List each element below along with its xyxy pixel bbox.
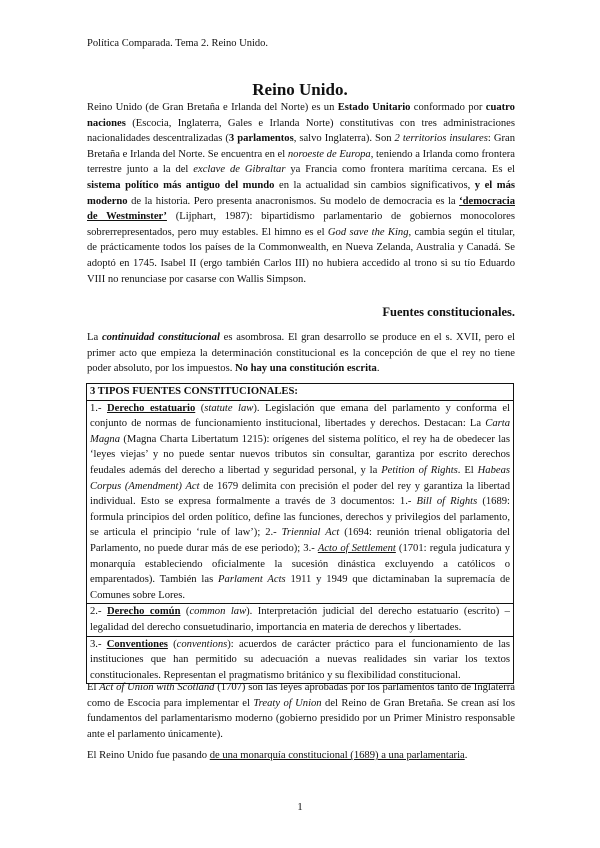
intro-text: conformado por <box>410 102 486 113</box>
intro-paragraph <box>87 100 515 287</box>
continuity-paragraph <box>87 330 515 377</box>
intro-italic: 2 territorios insulares <box>394 133 488 145</box>
transition-underlined: de una monarquía constitucional (1689) a una parlamentaria <box>209 750 465 761</box>
common-text: ). Interpretación judicial del derecho estatuario (escrito) – legalidad del derecho consuetudinario, importancia en materia de derechos y libertades. <box>90 606 510 633</box>
petition-of-rights: Petition of Rights <box>381 464 458 476</box>
intro-text: : Gran Bretaña e Irlanda del Norte. Se encuentra en el <box>87 133 515 160</box>
item-number: 1.- <box>90 402 107 414</box>
intro-text: , salvo Inglaterra). Son <box>293 133 395 145</box>
intro-text: ya Francia como frontera marítima cercana. Es el <box>285 164 516 176</box>
transition-text: . <box>464 750 468 761</box>
statute-text: (Magna Charta Libertatum 1215): orígenes del sistema político, el rey ha de obedecer las ‘leyes viejas’ y no puede sentar nuevos tributos sin consultar, garantiza por escrito derechos feudales además del derecho a libertad y seguridad personal, y la <box>90 433 510 476</box>
statute-text: 1911 y 1949 que dictaminaban la supremacía de Comunes sobre Lores. <box>90 574 510 601</box>
intro-italic: God save the King <box>327 226 409 238</box>
statute-text: ). Legislación que emana del parlamento y conforma el conjunto de normas de funcionamiento institucional, libertades y derechos. Destacan: La <box>90 402 510 430</box>
act-of-settlement: Acto of Settlement <box>317 542 396 554</box>
bill-of-rights: Bill of Rights <box>416 496 478 508</box>
statute-law-cell <box>87 401 513 605</box>
statute-text: de 1679 delimita con precisión el poder del rey y garantiza la libertad individual. Esto se expresa formalmente a través de 3 documentos: 1.- <box>90 480 510 508</box>
intro-text: en la actualidad sin cambios significativos, <box>274 179 475 191</box>
no-written-constitution: No hay una constitución escrita <box>235 363 377 375</box>
continuity-text: . <box>376 363 380 375</box>
conventions-term: Conventiones <box>106 638 168 650</box>
union-text: El <box>87 682 100 693</box>
union-text: del Reino de Gran Bretaña. Se crean así los fundamentos del parlamentarismo moderno (gobierno presidido por un Primer Ministro responsable ante el parlamento únicamente). <box>87 697 515 740</box>
triennial-act: Triennial Act <box>281 527 340 539</box>
statute-text: (1701: regula judicatura y monarquía estableciendo oficialmente la sucesión dinástica excluyendo a católicos o emparentados). También las <box>90 542 510 586</box>
act-of-union: Act of Union with Scotland <box>99 682 215 693</box>
item-number: 2.- <box>90 606 107 618</box>
statute-text: (1694: reunión trienal obligatoria del Parlamento, no puede durar más de ese periodo); 3.- <box>90 527 510 554</box>
continuity-text: La <box>87 332 102 343</box>
statute-english: statute law <box>204 402 254 414</box>
carta-magna: Carta Magna <box>90 418 510 445</box>
table-heading: 3 TIPOS FUENTES CONSTITUCIONALES: <box>87 384 513 401</box>
common-law-cell <box>87 604 513 636</box>
habeas-corpus: Habeas Corpus (Amendment) Act <box>90 464 510 492</box>
intro-text: , cambia según el titular, de prácticamente todos los países de la Commonwealth, en Nueva Zelanda, Australia y Canadá. Se adoptó en 1745. Isabel II (ergo también Carlos III) no hubiera accedido al trono si su tío Eduardo VIII no renunciase por casarse con Wallis Simpson. <box>87 226 515 285</box>
constitutional-sources-table <box>86 383 514 684</box>
intro-bold: y el más moderno <box>87 179 515 207</box>
common-english: common law <box>189 606 247 618</box>
common-law-term: Derecho común <box>106 606 181 618</box>
page-number: 1 <box>297 801 303 813</box>
statute-law-term: Derecho estatuario <box>106 402 196 414</box>
parliament-acts: Parlament Acts <box>218 574 286 586</box>
document-title: Reino Unido. <box>252 80 348 99</box>
transition-text: El Reino Unido fue pasando <box>87 750 210 761</box>
intro-text: (Lijphart, 1987): bipartidismo parlamentario de gobiernos monocolores sobrerrepresentados, pero muy estables. El himno es el <box>87 211 515 238</box>
intro-text: de la historia. Pero presenta anacronismos. Su modelo de democracia es la <box>127 195 460 207</box>
statute-text: (1689: formula principios del orden político, define las funciones, derechos y privilegios del parlamento, se articula el principio ‘rule of law’); 2.- <box>90 496 511 539</box>
continuity-text: es asombrosa. El gran desarrollo se produce en el s. XVII, pero el primer acto que empieza la determinación constitucional es la concepción de que el rey no tiene poder absoluto, por los impuestos. <box>87 332 515 375</box>
intro-bold: 3 parlamentos <box>228 133 294 145</box>
intro-bold: cuatro naciones <box>87 102 515 129</box>
intro-bold: sistema político más antiguo del mundo <box>87 179 275 191</box>
union-paragraph <box>87 680 515 742</box>
intro-text: Reino Unido (de Gran Bretaña e Irlanda del Norte) es un <box>87 102 338 113</box>
intro-italic: exclave de Gibraltar <box>193 164 286 176</box>
statute-text: ( <box>195 402 205 414</box>
continuity-term: continuidad constitucional <box>101 332 220 343</box>
intro-text: , teniendo a Irlanda como frontera terrestre junto a la del <box>87 148 515 176</box>
transition-paragraph <box>87 748 515 764</box>
conventions-text: ( <box>167 638 177 650</box>
westminster-term: ‘democracia de Westminster’ <box>87 195 515 223</box>
conventions-cell <box>87 637 513 684</box>
intro-italic: noroeste de Europa <box>287 148 371 160</box>
intro-bold: Estado Unitario <box>337 102 411 113</box>
conventions-english: conventions <box>176 638 228 650</box>
conventions-text: ): acuerdos de carácter práctico para el funcionamiento de las instituciones que han permitido su adecuación a nuevas realidades sin variar los textos constitucionales. Representan el pragmatismo británico y su flexibilidad constitucional. <box>90 638 511 681</box>
intro-text: (Escocia, Inglaterra, Gales e Irlanda Norte) constitutivas con tres administraciones nacionalidades descentralizadas ( <box>87 117 515 145</box>
union-text: (1707) son las leyes aprobadas por los parlamentos tanto de Inglaterra como de Escocia para implementar el <box>87 682 515 709</box>
item-number: 3.- <box>90 638 107 650</box>
section-heading: Fuentes constitucionales. <box>382 305 515 319</box>
statute-text: . El <box>457 464 478 476</box>
common-text: ( <box>180 606 190 618</box>
running-header: Política Comparada. Tema 2. Reino Unido. <box>87 38 269 49</box>
treaty-of-union: Treaty of Union <box>253 697 322 709</box>
